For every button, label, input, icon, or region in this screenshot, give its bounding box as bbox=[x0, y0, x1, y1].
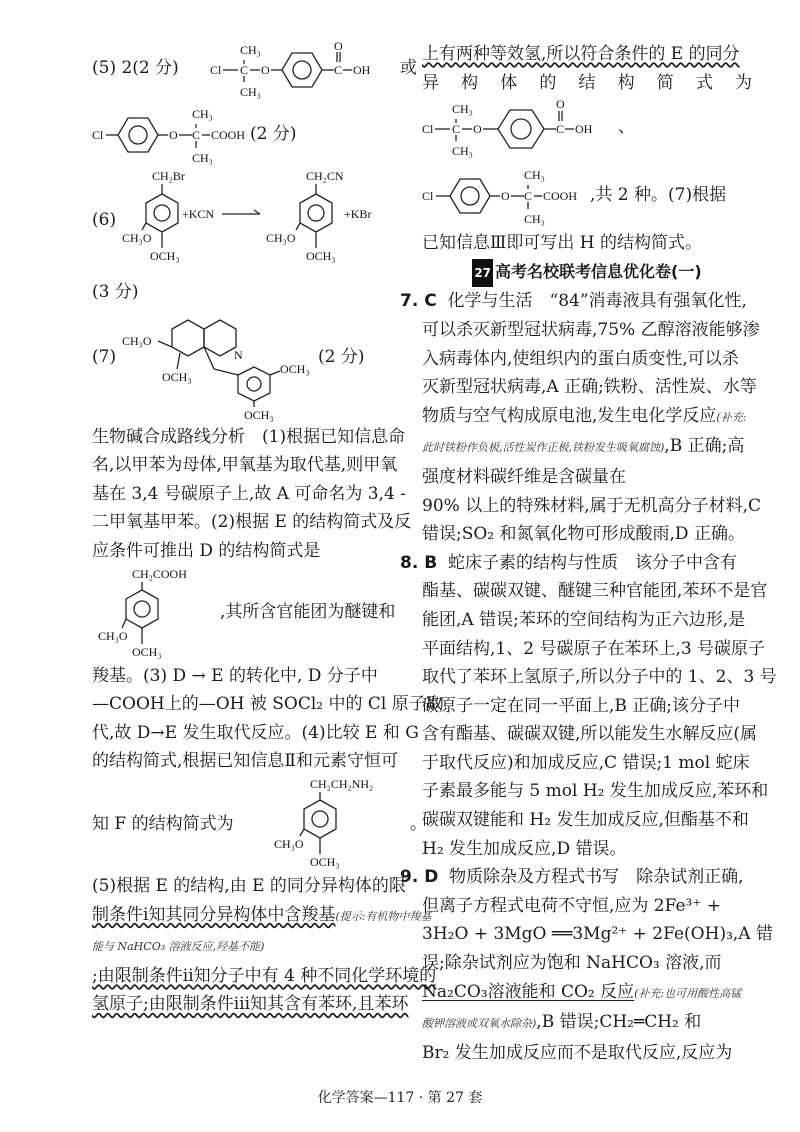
svg-text:OCH₃: OCH₃ bbox=[244, 407, 274, 422]
analysis-line: 羧基。(3) D → E 的转化中, D 分子中 bbox=[92, 665, 378, 686]
answer-6 bbox=[92, 168, 437, 278]
analysis-line: 名,以甲苯为母体,甲氧基为取代基,则甲氧 bbox=[92, 455, 398, 476]
svg-text:OCH₃: OCH₃ bbox=[280, 361, 310, 376]
svg-text:OH: OH bbox=[575, 122, 593, 137]
question-7-number: 7. C bbox=[400, 291, 437, 312]
structure-d-block bbox=[92, 566, 437, 662]
svg-text:O: O bbox=[473, 122, 482, 137]
svg-text:CH₃: CH₃ bbox=[192, 151, 213, 165]
svg-text:CH₃: CH₃ bbox=[240, 43, 261, 57]
section-title: 27 高考名校联考信息优化卷(一) bbox=[422, 258, 752, 288]
answer-6-label: (6) bbox=[92, 210, 117, 230]
analysis-line: (5)根据 E 的结构,由 E 的同分异构体的限 bbox=[92, 875, 406, 896]
analysis-line: 二甲氧基甲苯。(2)根据 E 的结构简式及反 bbox=[92, 512, 412, 533]
count-text: ,共 2 种。(7)根据 bbox=[590, 185, 727, 206]
left-column bbox=[92, 40, 443, 1019]
or-text: 或 bbox=[400, 58, 417, 78]
svg-text:+KCN: +KCN bbox=[182, 207, 215, 221]
svg-text:OCH₃: OCH₃ bbox=[306, 249, 336, 263]
e-isomer-2-block bbox=[422, 163, 752, 229]
svg-text:C: C bbox=[334, 63, 343, 77]
right-column bbox=[400, 40, 777, 1067]
d-functional-groups-text: ,其所含官能团为醚键和 bbox=[220, 601, 396, 622]
svg-text:C: C bbox=[240, 63, 249, 77]
answer-5-line2 bbox=[92, 102, 437, 168]
svg-text:CH₃: CH₃ bbox=[452, 144, 473, 159]
svg-text:CH₂COOH: CH₂COOH bbox=[132, 566, 187, 581]
svg-text:CH₃: CH₃ bbox=[524, 212, 545, 227]
svg-text:O: O bbox=[169, 128, 178, 142]
analysis-line: ;由限制条件ⅱ知分子中有 4 种不同化学环境的 bbox=[92, 965, 437, 986]
svg-text:CH₃O: CH₃O bbox=[122, 333, 152, 348]
f-end: 。 bbox=[410, 813, 427, 834]
question-8-number: 8. B bbox=[400, 552, 438, 573]
svg-text:N: N bbox=[234, 347, 243, 362]
answer-5-line1 bbox=[92, 40, 437, 102]
svg-text:CH₃O: CH₃O bbox=[122, 231, 152, 245]
answer-5-score: (2 分) bbox=[250, 124, 297, 144]
svg-text:OH: OH bbox=[353, 63, 371, 77]
svg-text:Cl: Cl bbox=[422, 122, 434, 137]
svg-text:CH₂CN: CH₂CN bbox=[306, 169, 344, 183]
e-isomer-1-block bbox=[422, 97, 752, 163]
svg-text:O: O bbox=[261, 63, 270, 77]
svg-text:+KBr: +KBr bbox=[344, 207, 372, 221]
svg-text:COOH: COOH bbox=[211, 128, 246, 142]
analysis-line: 代,故 D→E 发生取代反应。(4)比较 E 和 G bbox=[92, 722, 419, 743]
analysis-line: 的结构简式,根据已知信息Ⅱ和元素守恒可 bbox=[92, 751, 398, 772]
svg-text:OCH₃: OCH₃ bbox=[132, 644, 162, 659]
analysis-line: 氢原子;由限制条件ⅲ知其含有苯环,且苯环 bbox=[92, 994, 409, 1015]
svg-text:O: O bbox=[501, 189, 510, 204]
svg-text:C: C bbox=[452, 122, 461, 137]
answer-6-score: (3 分) bbox=[92, 282, 139, 302]
dun-separator: 、 bbox=[618, 117, 635, 138]
structure-f bbox=[266, 776, 396, 872]
answer-5-label: (5) 2(2 分) bbox=[92, 58, 179, 78]
svg-text:C: C bbox=[192, 128, 201, 142]
analysis-line: 制条件ⅰ知其同分异构体中含羧基(提示:有机物中羧基能与 NaHCO₃ 溶液反应,羟基不能) bbox=[92, 904, 432, 954]
reaction-6-diagram bbox=[122, 168, 412, 278]
question-9-number: 9. D bbox=[400, 867, 439, 888]
analysis-line: 应条件可推出 D 的结构简式是 bbox=[92, 540, 321, 561]
structure-e-isomer-1 bbox=[422, 97, 622, 163]
svg-text:COOH: COOH bbox=[543, 189, 578, 204]
svg-text:CH₂Br: CH₂Br bbox=[152, 169, 185, 183]
svg-text:C: C bbox=[524, 189, 533, 204]
svg-text:OCH₃: OCH₃ bbox=[310, 854, 340, 869]
svg-text:OCH₃: OCH₃ bbox=[162, 369, 192, 384]
question-9: 9. D 物质除杂及方程式书写 除杂试剂正确, 但离子方程式电荷不守恒,应为 2Fe³⁺ + 3H₂O + 3MgO ══3Mg²⁺ + 2Fe(OH)₃,A 错 误;除杂试剂应为饱和 NaHCO₃ 溶液,而 Na₂CO₃溶液能和 CO₂ 反应(补充:也可用酸性高锰酸钾溶液或双氧水除杂),B 错误;CH₂═CH₂ 和 Br₂ 发生加成反应而不是取代反应,反应为 bbox=[400, 867, 773, 1063]
section-badge: 27 bbox=[472, 259, 493, 288]
svg-text:CH₃: CH₃ bbox=[452, 102, 473, 117]
analysis-line: 已知信息Ⅲ即可写出 H 的结构简式。 bbox=[422, 233, 703, 254]
svg-text:Cl: Cl bbox=[92, 128, 104, 142]
svg-text:CH₂CH₂NH₂: CH₂CH₂NH₂ bbox=[310, 776, 374, 791]
analysis-line: 生物碱合成路线分析 (1)根据已知信息命 bbox=[92, 426, 406, 447]
f-text: 知 F 的结构简式为 bbox=[92, 813, 234, 834]
svg-text:CH₃: CH₃ bbox=[524, 168, 545, 183]
analysis-line: 上有两种等效氢,所以符合条件的 E 的同分 bbox=[422, 44, 740, 64]
page-footer: 化学答案—117 · 第 27 套 bbox=[317, 1090, 483, 1106]
question-7: 7. C 化学与生活 “84”消毒液具有强氧化性, 可以杀灭新型冠状病毒,75% 乙醇溶液能够渗 入病毒体内,使组织内的蛋白质变性,可以杀 灭新型冠状病毒,A 正确;铁粉、活性炭、水等 物质与空气构成原电池,发生电化学反应(补充:此时铁粉作负极,活性炭作正极,铁粉发生吸氧腐蚀),B 正确;高强度材料碳纤维是含碳量在 90% 以上的特殊材料,属于无机高分子材料,C 错误;SO₂ 和氮氧化物可形成酸雨,D 正确。 bbox=[400, 291, 762, 545]
analysis-line: —COOH上的—OH 被 SOCl₂ 中的 Cl 原子取 bbox=[92, 694, 443, 715]
answer-7-score: (2 分) bbox=[318, 346, 365, 367]
svg-text:CH₃O: CH₃O bbox=[266, 231, 296, 245]
svg-text:OCH₃: OCH₃ bbox=[150, 249, 180, 263]
svg-text:C: C bbox=[556, 122, 565, 137]
svg-text:O: O bbox=[334, 40, 343, 53]
svg-text:O: O bbox=[556, 97, 565, 112]
analysis-line: 基在 3,4 号碳原子上,故 A 可命名为 3,4 - bbox=[92, 483, 406, 504]
svg-text:CH₃O: CH₃O bbox=[274, 836, 304, 851]
svg-text:CH₃: CH₃ bbox=[240, 85, 261, 99]
analysis-line: 异构体的结构简式为 bbox=[422, 72, 752, 93]
answer-7-label: (7) bbox=[92, 346, 117, 367]
structure-ester-isomer-1 bbox=[210, 40, 390, 102]
structure-f-block bbox=[92, 776, 437, 872]
question-8: 8. B 蛇床子素的结构与性质 该分子中含有 酯基、碳碳双键、醚键三种官能团,苯环不是官 能团,A 错误;苯环的空间结构为正六边形,是 平面结构,1、2 号碳原子在苯环上,3 号碳原子 取代了苯环上氢原子,所以分子中的 1、2、3 号 碳原子一定在同一平面上,B 正确;该分子中 含有酯基、碳碳双键,所以能发生水解反应(属 于取代反应)和加成反应,C 错误;1 mol 蛇床 子素最多能与 5 mol H₂ 发生加成反应,苯环和 碳碳双键能和 H₂ 发生加成反应,但酯基不和 H₂ 发生加成反应,D 错误。 bbox=[400, 552, 777, 859]
structure-d bbox=[92, 566, 232, 662]
answer-7 bbox=[92, 307, 437, 423]
svg-text:CH₃: CH₃ bbox=[192, 107, 213, 121]
svg-text:CH₃O: CH₃O bbox=[98, 628, 128, 643]
svg-text:Cl: Cl bbox=[210, 63, 222, 77]
svg-text:Cl: Cl bbox=[422, 189, 434, 204]
